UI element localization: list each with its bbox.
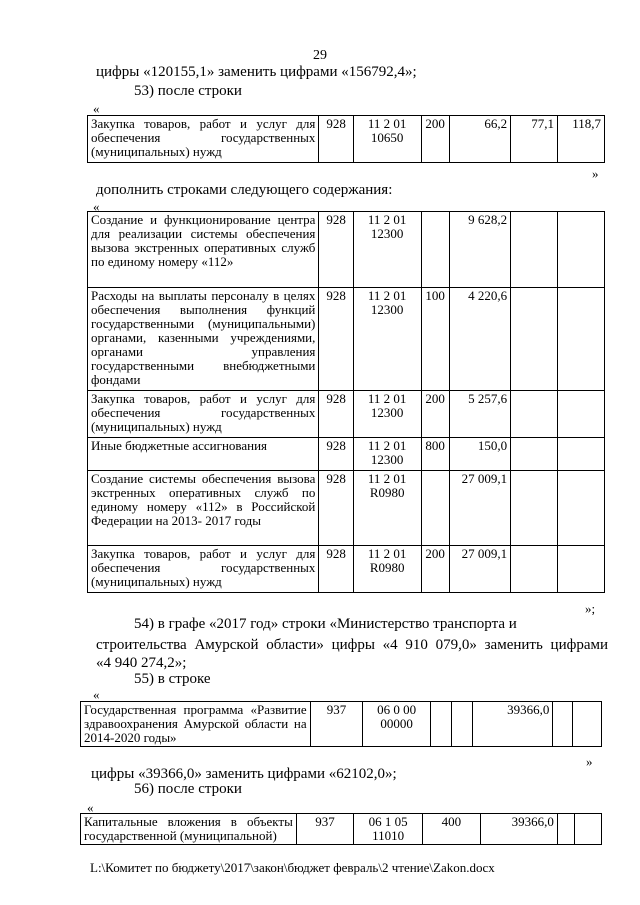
row-kind xyxy=(421,212,449,288)
empty-cell xyxy=(558,288,605,391)
table-capital-row xyxy=(80,813,602,845)
row-code: 928 xyxy=(319,212,353,288)
empty-cell xyxy=(558,546,605,593)
empty-cell xyxy=(558,438,605,471)
row-description: Создание и функционирование центра для реализации системы обеспечения вызова экстренных оперативных служб по единому номеру «112» xyxy=(88,212,319,288)
row-code: 928 xyxy=(319,288,353,391)
open-quote: « xyxy=(93,199,100,214)
row-value: 4 220,6 xyxy=(449,288,510,391)
row-value-1: 66,2 xyxy=(449,116,510,163)
open-quote: « xyxy=(87,800,94,815)
empty-cell xyxy=(572,702,601,747)
row-section: 11 2 01 12300 xyxy=(353,288,421,391)
row-value: 150,0 xyxy=(449,438,510,471)
empty-cell xyxy=(511,288,558,391)
table-original-row xyxy=(87,115,605,163)
row-description: Иные бюджетные ассигнования xyxy=(88,438,319,471)
row-kind: 400 xyxy=(423,814,480,845)
empty-cell xyxy=(557,814,574,845)
table-added-rows xyxy=(87,211,605,593)
row-description: Закупка товаров, работ и услуг для обеспечения государственных (муниципальных) нужд xyxy=(88,116,319,163)
footer-file-path: L:\Комитет по бюджету\2017\закон\бюджет февраль\2 чтение\Zakon.docx xyxy=(90,860,495,875)
close-quote-semicolon: »; xyxy=(585,601,596,616)
row-code: 937 xyxy=(296,814,353,845)
empty-cell xyxy=(558,212,605,288)
row-value: 27 009,1 xyxy=(449,471,510,546)
row-description: Создание системы обеспечения вызова экстренных оперативных служб по единому номеру «112» в Российской Федерации на 2013- 2017 годы xyxy=(88,471,319,546)
empty-cell xyxy=(431,702,452,747)
item-56-heading: 56) после строки xyxy=(134,781,242,797)
row-code: 928 xyxy=(319,391,353,438)
table-row xyxy=(88,391,605,438)
empty-cell xyxy=(511,212,558,288)
empty-cell xyxy=(511,471,558,546)
item-55-heading: 55) в строке xyxy=(134,671,211,687)
empty-cell xyxy=(511,391,558,438)
table-row xyxy=(88,212,605,288)
empty-cell xyxy=(452,702,473,747)
row-section: 11 2 01 12300 xyxy=(353,391,421,438)
row-description: Закупка товаров, работ и услуг для обеспечения государственных (муниципальных) нужд xyxy=(88,391,319,438)
row-description: Расходы на выплаты персоналу в целях обеспечения выполнения функций государственными (муниципальными) органами, казенными учреждениями, органами управления государственными внебюджетными фондами xyxy=(88,288,319,391)
row-value-2: 77,1 xyxy=(511,116,558,163)
close-quote: » xyxy=(586,754,593,769)
table-row xyxy=(88,471,605,546)
row-section: 11 2 01 10650 xyxy=(353,116,421,163)
replace-line: цифры «39366,0» заменить цифрами «62102,0»; xyxy=(91,766,397,782)
row-code: 928 xyxy=(319,438,353,471)
row-description: Капитальные вложения в объекты государственной (муниципальной) xyxy=(81,814,297,845)
open-quote: « xyxy=(93,101,100,116)
row-kind: 200 xyxy=(421,391,449,438)
table-row xyxy=(88,438,605,471)
table-program-row xyxy=(80,701,602,747)
row-value: 39366,0 xyxy=(473,702,553,747)
row-kind: 800 xyxy=(421,438,449,471)
row-code: 928 xyxy=(319,471,353,546)
empty-cell xyxy=(558,391,605,438)
row-kind: 100 xyxy=(421,288,449,391)
empty-cell xyxy=(511,438,558,471)
row-code: 928 xyxy=(319,546,353,593)
empty-cell xyxy=(553,702,572,747)
row-section: 11 2 01 R0980 xyxy=(353,546,421,593)
table-row xyxy=(88,546,605,593)
page-number: 29 xyxy=(313,48,327,63)
row-section: 06 0 00 00000 xyxy=(363,702,431,747)
item-54-line-2: строительства Амурской области» цифры «4 910 079,0» заменить цифрами xyxy=(96,637,608,653)
empty-cell xyxy=(558,471,605,546)
row-value: 5 257,6 xyxy=(449,391,510,438)
row-value-3: 118,7 xyxy=(558,116,605,163)
table-row xyxy=(88,116,605,163)
row-section: 11 2 01 12300 xyxy=(353,212,421,288)
row-section: 11 2 01 R0980 xyxy=(353,471,421,546)
row-kind: 200 xyxy=(421,116,449,163)
table-row xyxy=(81,814,602,845)
item-54-line-1: 54) в графе «2017 год» строки «Министерство транспорта и xyxy=(134,616,517,632)
row-code: 937 xyxy=(310,702,363,747)
empty-cell xyxy=(511,546,558,593)
row-value: 9 628,2 xyxy=(449,212,510,288)
row-section: 06 1 05 11010 xyxy=(354,814,423,845)
row-section: 11 2 01 12300 xyxy=(353,438,421,471)
row-kind: 200 xyxy=(421,546,449,593)
close-quote: » xyxy=(592,166,599,181)
add-rows-text: дополнить строками следующего содержания: xyxy=(96,182,393,198)
row-kind xyxy=(421,471,449,546)
intro-line: цифры «120155,1» заменить цифрами «156792,4»; xyxy=(96,64,417,80)
row-description: Закупка товаров, работ и услуг для обеспечения государственных (муниципальных) нужд xyxy=(88,546,319,593)
row-value: 27 009,1 xyxy=(449,546,510,593)
item-53-heading: 53) после строки xyxy=(134,83,242,99)
open-quote: « xyxy=(93,687,100,702)
row-code: 928 xyxy=(319,116,353,163)
table-row xyxy=(88,288,605,391)
empty-cell xyxy=(574,814,601,845)
item-54-line-3: «4 940 274,2»; xyxy=(96,655,187,671)
row-description: Государственная программа «Развитие здравоохранения Амурской области на 2014-2020 годы» xyxy=(81,702,311,747)
row-value: 39366,0 xyxy=(480,814,557,845)
table-row xyxy=(81,702,602,747)
